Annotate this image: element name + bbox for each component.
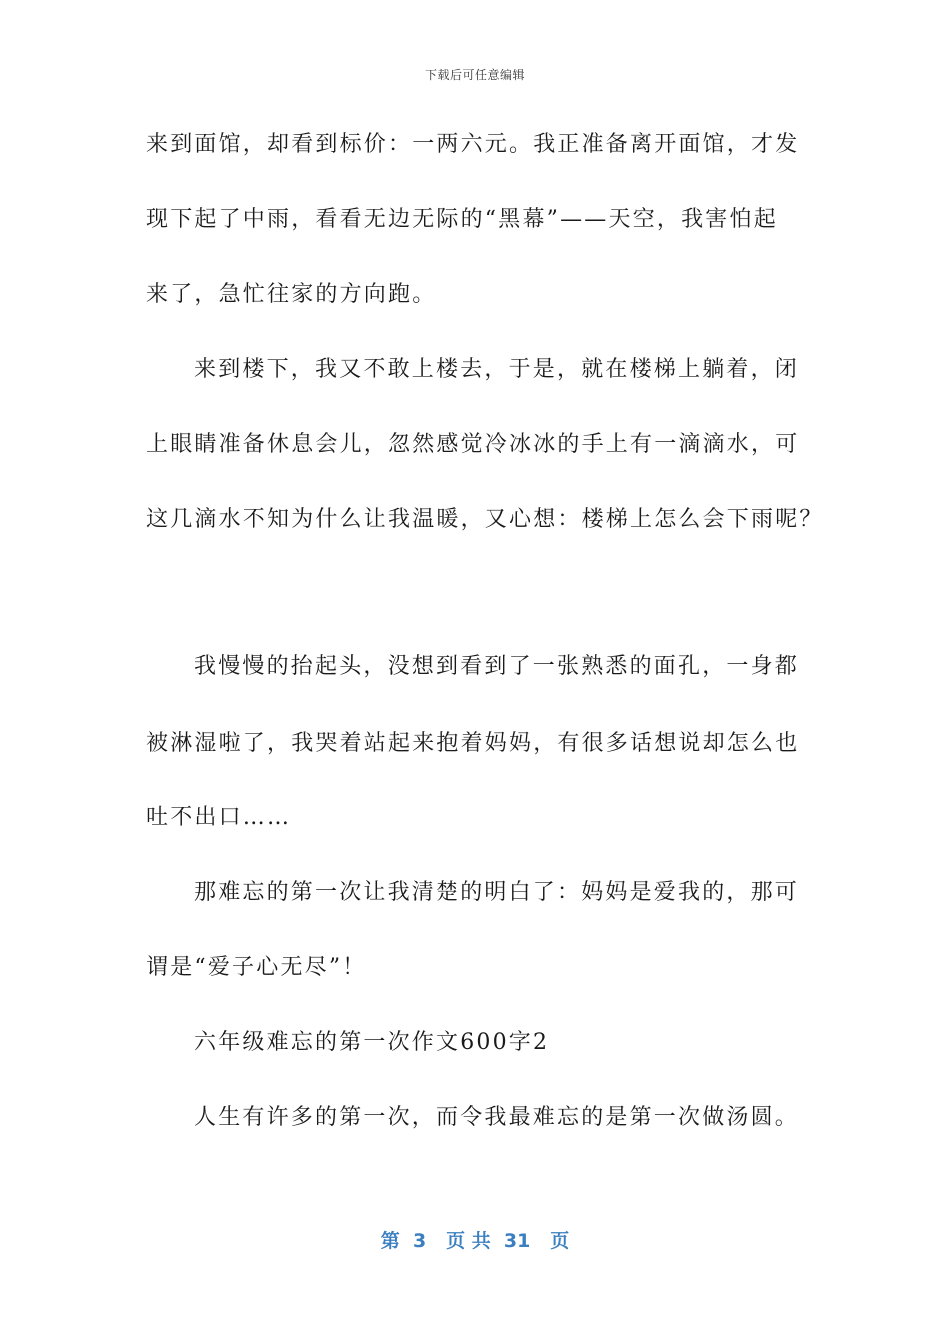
paragraph-start-line: 我慢慢的抬起头，没想到看到了一张熟悉的面孔，一身都: [194, 654, 800, 679]
text-line: 上眼睛准备休息会儿，忽然感觉冷冰冰的手上有一滴滴水，可: [146, 432, 800, 457]
page-header-note: 下载后可任意编辑: [424, 68, 525, 82]
text-line: 这几滴水不知为什么让我温暖，又心想：楼梯上怎么会下雨呢？: [146, 507, 824, 532]
text-line: 现下起了中雨，看看无边无际的“黑幕”——天空，我害怕起: [146, 207, 778, 232]
paragraph-start-line: 人生有许多的第一次，而令我最难忘的是第一次做汤圆。: [194, 1105, 800, 1130]
text-line: 来到面馆，却看到标价：一两六元。我正准备离开面馆，才发: [146, 132, 800, 157]
text-line: 吐不出口……: [146, 805, 292, 830]
page-number-footer: 第 3 页 共 31 页: [380, 1230, 570, 1252]
paragraph-start-line: 来到楼下，我又不敢上楼去，于是，就在楼梯上躺着，闭: [194, 357, 800, 382]
text-line: 被淋湿啦了，我哭着站起来抱着妈妈，有很多话想说却怎么也: [146, 731, 800, 756]
paragraph-start-line: 那难忘的第一次让我清楚的明白了：妈妈是爱我的，那可: [194, 880, 800, 905]
text-line: 来了，急忙往家的方向跑。: [146, 282, 437, 307]
section-heading: 六年级难忘的第一次作文600字2: [194, 1030, 550, 1055]
text-line: 谓是“爱子心无尽”！: [146, 955, 367, 980]
